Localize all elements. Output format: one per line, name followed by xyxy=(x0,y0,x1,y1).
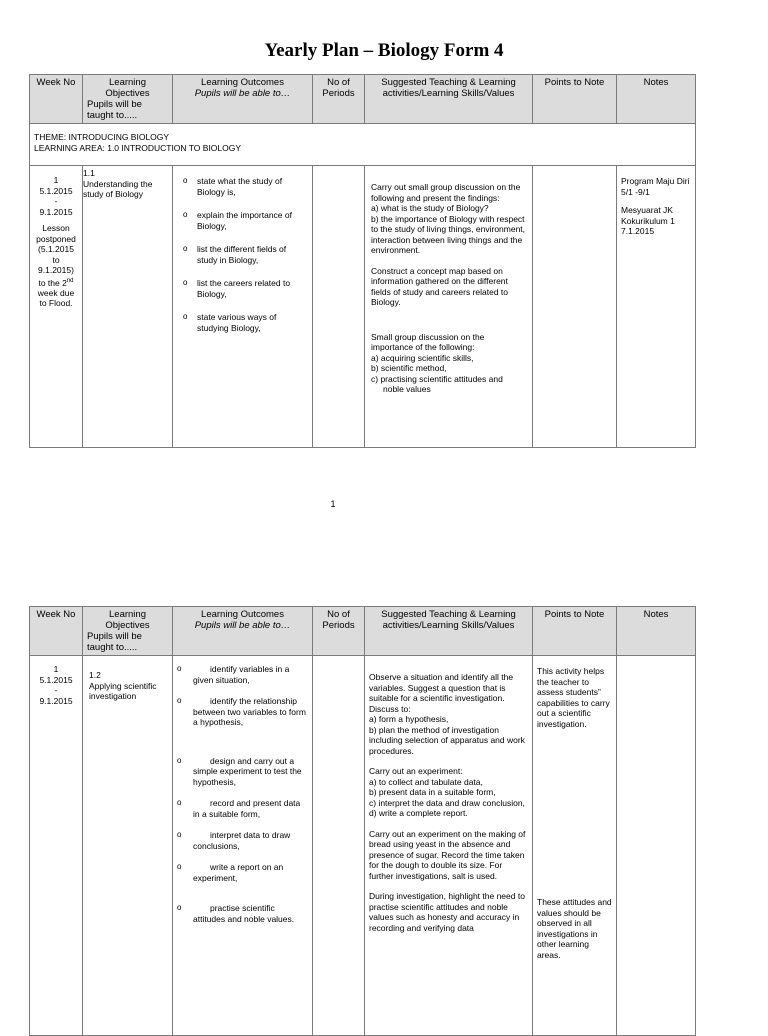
activity-item: c) practising scientific attitudes and xyxy=(371,373,503,384)
week-end-date: 9.1.2015 xyxy=(39,695,73,706)
activity-group xyxy=(369,672,528,756)
week-dash: - xyxy=(54,196,58,206)
list-item: o identify the relationship between two variables to form a hypothesis, xyxy=(177,696,308,728)
header-outcomes-title: Learning Outcomes xyxy=(201,77,284,88)
note-part-a: Lesson postponed (5.1.2015 to 9.1.2015) to the 2 xyxy=(36,223,76,288)
table-row xyxy=(30,166,696,448)
week-number: 1 xyxy=(53,664,59,674)
activity-item: c) interpret the data and draw conclusion, xyxy=(369,797,525,808)
header-notes: Notes xyxy=(617,75,696,124)
points-note: These attitudes and values should be observed in all investigations in other learning areas. xyxy=(537,897,612,960)
learning-area-text: LEARNING AREA: 1.0 INTRODUCTION TO BIOLOGY xyxy=(34,142,242,153)
outcomes-cell xyxy=(173,166,313,448)
yearly-plan-table-2 xyxy=(29,606,696,1036)
objective-text: Applying scientific investigation xyxy=(89,680,157,701)
activity-item: b) plan the method of investigation including selection of apparatus and work procedures. xyxy=(369,724,525,756)
week-start-date: 5.1.2015 xyxy=(39,674,73,685)
header-row xyxy=(30,607,696,656)
week-start-date: 5.1.2015 xyxy=(39,185,73,196)
yearly-plan-table-1 xyxy=(29,74,696,448)
objective-cell xyxy=(83,166,173,448)
week-dash: - xyxy=(54,685,58,695)
list-item: o state what the study of Biology is, xyxy=(177,176,308,197)
theme-text: THEME: INTRODUCING BIOLOGY xyxy=(34,132,170,142)
activity-intro: Carry out small group discussion on the following and present the findings: xyxy=(371,182,521,203)
header-periods: No of Periods xyxy=(313,75,365,124)
activity-bread-experiment: Carry out an experiment on the making of bread using yeast in the absence and presence of sugar. Record the time taken for the dough to double its size. For further investigations, salt is used. xyxy=(369,828,526,881)
header-activities: Suggested Teaching & Learning activities/Learning Skills/Values xyxy=(365,75,533,124)
activity-item: b) scientific method, xyxy=(371,363,447,373)
objective-cell xyxy=(83,656,173,1036)
list-item: o explain the importance of Biology, xyxy=(177,210,308,231)
header-outcomes xyxy=(173,75,313,124)
activity-group xyxy=(369,766,528,819)
activity-item: a) form a hypothesis, xyxy=(369,714,449,724)
week-postponed-note xyxy=(34,223,78,309)
header-outcomes-title: Learning Outcomes xyxy=(201,609,284,620)
header-objectives-sub: Pupils will be taught to..... xyxy=(87,99,142,121)
objective-number: 1.1 xyxy=(83,168,95,178)
points-cell xyxy=(533,166,617,448)
notes-line: 5/1 -9/1 xyxy=(621,186,650,197)
list-item: o practise scientific attitudes and noble values. xyxy=(177,903,308,924)
activity-item: b) present data in a suitable form, xyxy=(369,787,496,797)
note-part-b: week due to Flood. xyxy=(37,287,75,309)
activity-intro: Small group discussion on the importance of the following: xyxy=(371,331,485,352)
note-sup: nd xyxy=(66,277,74,284)
list-item: o list the careers related to Biology, xyxy=(177,278,308,299)
activity-item: d) write a complete report. xyxy=(369,808,468,818)
week-cell xyxy=(30,656,83,1036)
points-note: This activity helps the teacher to assess students” capabilities to carry out a scientific investigation. xyxy=(537,666,610,729)
list-item: o state various ways of studying Biology, xyxy=(177,312,308,333)
header-objectives-title: Learning Objectives xyxy=(105,609,150,631)
activity-group xyxy=(371,182,528,256)
header-row xyxy=(30,75,696,124)
activities-cell xyxy=(365,656,533,1036)
header-periods: No of Periods xyxy=(313,607,365,656)
notes-cell xyxy=(617,656,696,1036)
theme-row xyxy=(30,124,696,166)
list-item: o write a report on an experiment, xyxy=(177,862,308,883)
notes-line: Mesyuarat JK Kokurikulum 1 xyxy=(621,205,675,226)
week-number: 1 xyxy=(53,175,59,185)
page-title: Yearly Plan – Biology Form 4 xyxy=(264,40,504,61)
activity-intro: Discuss to: xyxy=(369,703,411,714)
page-number: 1 xyxy=(330,499,336,509)
header-objectives xyxy=(83,75,173,124)
objective-number: 1.2 xyxy=(89,670,101,680)
activity-intro: Observe a situation and identify all the variables. Suggest a question that is suitable for a scientific investigation. xyxy=(369,672,514,703)
outcomes-list xyxy=(177,664,308,924)
notes-line: 7.1.2015 xyxy=(621,226,655,236)
theme-cell xyxy=(30,124,696,166)
objective-text: Understanding the study of Biology xyxy=(83,178,153,199)
header-outcomes-sub: Pupils will be able to… xyxy=(194,620,291,631)
periods-cell xyxy=(313,656,365,1036)
activity-item: a) acquiring scientific skills, xyxy=(371,352,474,363)
header-objectives-sub: Pupils will be taught to..... xyxy=(87,631,142,653)
header-week: Week No xyxy=(30,607,83,656)
notes-line: Program Maju Diri xyxy=(621,176,690,186)
header-activities: Suggested Teaching & Learning activities/Learning Skills/Values xyxy=(365,607,533,656)
notes-cell xyxy=(617,166,696,448)
periods-cell xyxy=(313,166,365,448)
list-item: o list the different fields of study in Biology, xyxy=(177,244,308,265)
activity-group xyxy=(371,332,528,395)
activity-item: b) the importance of Biology with respect to the study of living things, environment, interaction between living things and the environment. xyxy=(371,213,526,255)
header-points: Points to Note xyxy=(533,75,617,124)
header-objectives-title: Learning Objectives xyxy=(105,77,150,99)
header-points: Points to Note xyxy=(533,607,617,656)
outcomes-cell xyxy=(173,656,313,1036)
outcomes-list xyxy=(177,176,308,333)
activity-item: a) what is the study of Biology? xyxy=(371,203,489,213)
activity-intro: Carry out an experiment: xyxy=(369,766,463,776)
header-outcomes xyxy=(173,607,313,656)
week-cell xyxy=(30,166,83,448)
header-week: Week No xyxy=(30,75,83,124)
activity-attitudes: During investigation, highlight the need to practise scientific attitudes and noble values such as honesty and accuracy in recording and verifying data xyxy=(369,891,525,933)
week-end-date: 9.1.2015 xyxy=(39,206,73,217)
header-objectives xyxy=(83,607,173,656)
points-cell xyxy=(533,656,617,1036)
list-item: o identify variables in a given situation, xyxy=(177,664,308,685)
activity-concept-map: Construct a concept map based on information gathered on the different fields of study and careers related to Biology. xyxy=(371,265,509,307)
header-outcomes-sub: Pupils will be able to… xyxy=(194,88,291,99)
list-item: o design and carry out a simple experiment to test the hypothesis, xyxy=(177,756,308,788)
list-item: o record and present data in a suitable form, xyxy=(177,798,308,819)
activities-cell xyxy=(365,166,533,448)
activity-item: noble values xyxy=(383,384,431,394)
list-item: o interpret data to draw conclusions, xyxy=(177,830,308,851)
activity-item: a) to collect and tabulate data, xyxy=(369,776,483,787)
header-notes: Notes xyxy=(617,607,696,656)
table-row xyxy=(30,656,696,1036)
